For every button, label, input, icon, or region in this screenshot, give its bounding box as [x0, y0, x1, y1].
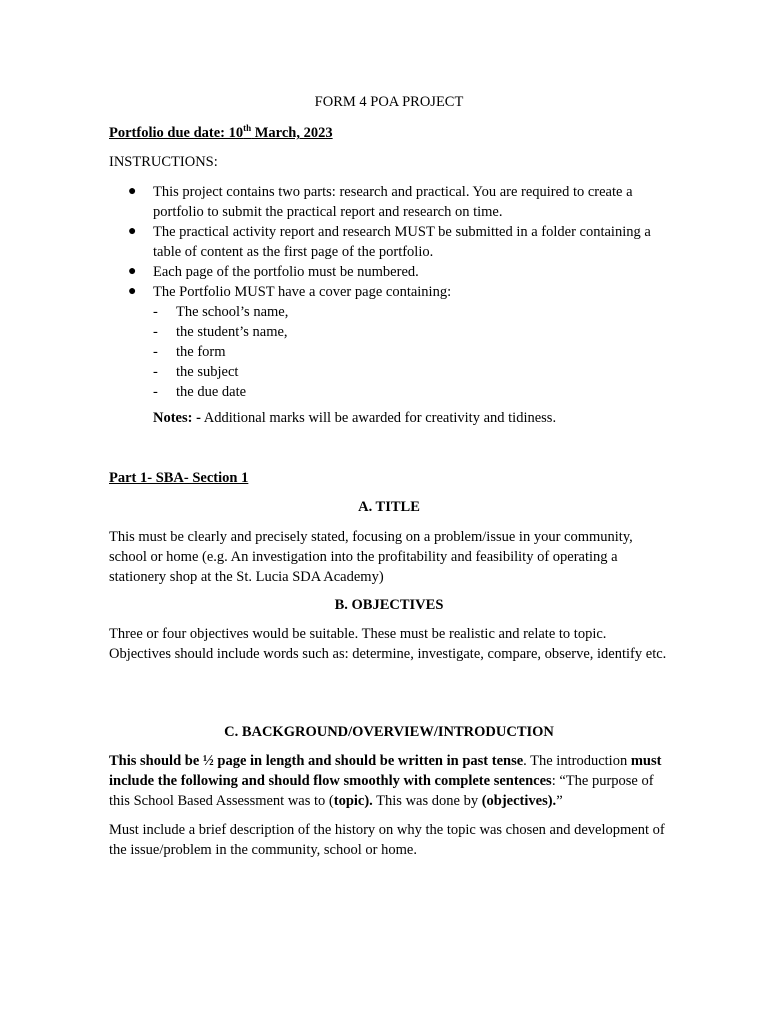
cover-item-text: the due date [176, 384, 247, 400]
section-c-bold-3: topic). [333, 793, 373, 809]
cover-item [153, 382, 669, 402]
section-c-paragraph-1 [109, 751, 669, 811]
bullet-icon: ● [128, 284, 137, 299]
document-title: FORM 4 POA PROJECT [314, 94, 464, 110]
section-c-bold-1: This should be ½ page in length and should be written in past tense [109, 753, 524, 769]
dash-icon: - [153, 344, 158, 360]
due-date-prefix: Portfolio due date: 10 [109, 125, 244, 141]
bullet-icon: ● [128, 184, 137, 199]
dash-icon: - [153, 304, 158, 320]
cover-item-text: The school’s name, [176, 304, 289, 320]
section-c-heading: C. BACKGROUND/OVERVIEW/INTRODUCTION [224, 724, 554, 740]
section-c-bold-2: must include the following and should flow smoothly with complete sentences [109, 753, 662, 789]
list-item [109, 262, 669, 282]
section-a-heading: A. TITLE [358, 499, 420, 515]
due-date-sup: th [243, 123, 252, 134]
cover-item-text: the subject [176, 364, 239, 380]
list-item [109, 222, 669, 262]
section-b-heading: B. OBJECTIVES [334, 597, 444, 613]
list-item [109, 182, 669, 222]
list-item-text: The practical activity report and research MUST be submitted in a folder containing a table of content as the first page of the portfolio. [153, 224, 651, 260]
bullet-icon: ● [128, 224, 137, 239]
part-heading: Part 1- SBA- Section 1 [109, 470, 249, 486]
section-c-text-3: This was done by [372, 793, 482, 809]
section-b-body: Three or four objectives would be suitable. These must be realistic and relate to topic. Objectives should include words such as: determine, investigate, compare, observe, identify etc. [109, 626, 667, 662]
instructions-heading: INSTRUCTIONS: [109, 154, 218, 170]
cover-item [153, 362, 669, 382]
due-date [109, 123, 669, 143]
cover-item-text: the form [176, 344, 226, 360]
section-a-body: This must be clearly and precisely stated, focusing on a problem/issue in your community, school or home (e.g. An investigation into the profitability and feasibility of operating a stationery shop at the St. Lucia SDA Academy) [109, 529, 633, 585]
dash-icon: - [153, 384, 158, 400]
list-item [109, 282, 669, 402]
due-date-suffix: March, 2023 [251, 125, 333, 141]
section-c-text-2: : “The purpose of this School Based Assessment was to ( [109, 773, 654, 809]
cover-item [153, 322, 669, 342]
list-item-text: The Portfolio MUST have a cover page containing: [153, 284, 452, 300]
notes [153, 408, 673, 428]
cover-item-text: the student’s name, [176, 324, 288, 340]
list-item-text: Each page of the portfolio must be numbered. [153, 264, 419, 280]
dash-icon: - [153, 324, 158, 340]
section-c-paragraph-2: Must include a brief description of the history on why the topic was chosen and development of the issue/problem in the community, school or home. [109, 822, 665, 858]
instructions-list [109, 182, 669, 402]
dash-icon: - [153, 364, 158, 380]
notes-label: Notes: - [153, 410, 201, 426]
cover-item [153, 302, 669, 322]
bullet-icon: ● [128, 264, 137, 279]
notes-text: Additional marks will be awarded for creativity and tidiness. [200, 410, 557, 426]
cover-page-list [153, 302, 669, 402]
section-c-bold-4: (objectives). [481, 793, 557, 809]
section-c-text-1: . The introduction [523, 753, 631, 769]
section-c-text-4: ” [556, 793, 563, 809]
list-item-text: This project contains two parts: research and practical. You are required to create a portfolio to submit the practical report and research on time. [153, 184, 633, 220]
cover-item [153, 342, 669, 362]
